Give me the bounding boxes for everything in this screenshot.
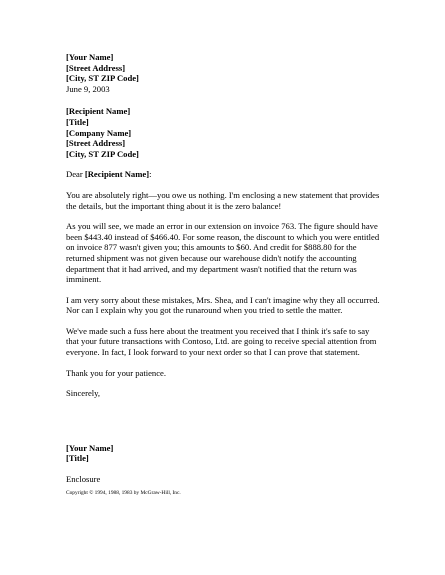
signature-block — [66, 443, 384, 464]
salutation-suffix: : — [149, 169, 152, 180]
sender-name: [Your Name] — [66, 52, 114, 62]
recipient-name: [Recipient Name] — [66, 106, 131, 117]
salutation-name: [Recipient Name] — [84, 169, 150, 180]
body-paragraph-3: I am very sorry about these mistakes, Mrs. Shea, and I can't imagine why they all occurred. Nor can I explain why you got the runaround when you tried to settle the matter. — [66, 294, 380, 316]
signature-title: [Title] — [66, 453, 89, 464]
body-paragraph-1: You are absolutely right—you owe us nothing. I'm enclosing a new statement that provides the details, but the important thing about it is the zero balance! — [66, 189, 380, 211]
copyright-notice: Copyright © 1994, 1988, 1983 by McGraw-Hill, Inc. — [66, 489, 181, 496]
sender-city: [City, ST ZIP Code] — [66, 73, 139, 84]
enclosure-note: Enclosure — [66, 474, 101, 485]
body-paragraph-2: As you will see, we made an error in our extension on invoice 763. The figure should have been $443.40 instead of $466.40. For some reason, the discount to which you were entitled on invoice 877 wasn't given you; this amounts to $60. And credit for $888.80 for the returned shipment was not given because our warehouse didn't notify the accounting department that it had arrived, and my department wasn't notified that the return was imminent. — [66, 221, 380, 285]
signature-name: [Your Name] — [66, 442, 114, 453]
closing: Sincerely, — [66, 388, 101, 399]
salutation — [66, 169, 384, 180]
salutation-prefix: Dear — [66, 169, 85, 180]
body-paragraph-5: Thank you for your patience. — [66, 367, 166, 378]
letter-date: June 9, 2003 — [66, 83, 110, 94]
recipient-city: [City, ST ZIP Code] — [66, 148, 139, 159]
recipient-title: [Title] — [66, 116, 89, 127]
sender-street: [Street Address] — [66, 62, 126, 73]
body-paragraph-4: We've made such a fuss here about the treatment you received that I think it's safe to say that your future transactions with Contoso, Ltd. are going to receive special attention from everyone. In fact, I look forward to your next order so that I can prove that statement. — [66, 325, 377, 358]
recipient-address — [66, 106, 384, 159]
recipient-company: [Company Name] — [66, 127, 132, 138]
letter-page — [66, 52, 384, 497]
recipient-street: [Street Address] — [66, 138, 126, 149]
sender-address — [66, 52, 384, 84]
